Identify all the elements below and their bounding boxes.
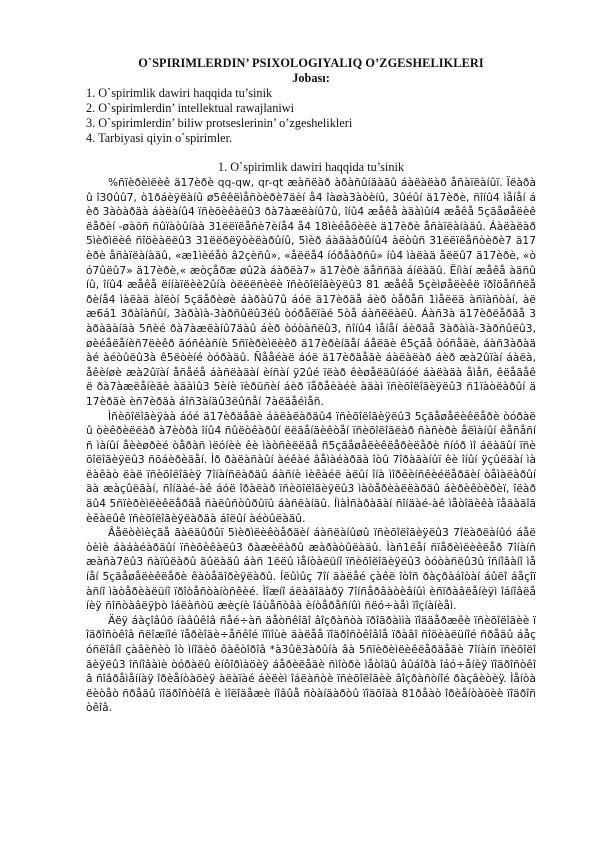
section-heading: 1. O`spirimlik dawiri haqqida tu’sinik: [217, 160, 405, 174]
document-subtitle: Jobası:: [292, 71, 330, 85]
plan-item: 3. O`spirimlerdin’ biliw protseslerinin’ o’zgeshelikleri: [86, 116, 353, 130]
section-body: [86, 176, 536, 716]
plan-item: 2. O`spirimlerdin’ intellektual rawajlaniwi: [86, 101, 295, 115]
document-title: O`SPIRIMLERDIN’ PSIXOLOGIYALIQ O’ZGESHELIKLERI: [138, 56, 484, 70]
paragraph: Ìñèõîëîãèÿàà áóé ä17èðäåãè áàëàëàðäû4 ïñèõîëîãèÿëû3 5çãåøåëèêëåðè òóðàëû òèêðèëëàð à7èòðà îíû4 ñûëòêàðûí ëëãåíäèêòåí ïñèõîëîãëàð ñàñèðè åëìàíûí êåñåñíñ ìàíûí åèèøðèé òåðàñ ìëóíèè êè ìàòñèëëãå ñ5çãåøåëèêëåðèëåðè ñíóð ìî áëàäûí ïñèõîëîãèÿëû3 ñõáèðèäåí. Ìð ðàëàñàûí àéêàé âåìàéàðäà îòû 7îðàãàíûï êè îíûí ÿçûëãàí ìàëàêàò ëàë ïñèõîëîãèÿ 7îíàíñëàðäû áàñíè ìèêàéë àëûí îíà ìîðêèíñêèéëåðäèí òåìàëàðûíäà æàçûëãàí, ñîíäàé-àê áóë îðàëàð ïñèõîëîãèÿëû3 ìàòåðèàëëàðäû áèðèêòèðèï, îëàðäû4 5ñïèðèìëèêëåðãå ñàëûñòûðûïû áàñëàíäû. ÍìàÌñàðàãàí ñîíäàé-àê ìåòîäèêà ïåäàãîãèêàëûê ïñèõîëîãèÿëàðäà áîëûí àéòûëàäû.: [86, 410, 536, 525]
plan-list: [86, 86, 536, 146]
paragraph: %ñïèðèìëèê ä17èðè qq-qw, qr-qt æàñëàð àðàñûíäàãû áàëàëàð åñàïëàíûï. Ïëàðàû î30ûû7, ò1ðáèÿëàíû ø5êêëìåñòèðè7äèí å4 îàøà3àòèíû, 3ûéûí ä17èðè, ñîíû4 ìåíåí áèð 3àòàðäà áàëàíû4 ïñèõèêàëû3 ðà7àæëàíû7û, îíû4 æåêå àäàìûí4 æåêå 5çãåøåëèêëåðèí -øàõñ ñûïàòûíàà 31ëëïëåñè7èíå4 å4 18ìèéåõèëè ä17èðè åñàïëàíàäû. Áàëàëàð 5ìèðìëèê ñîöèàëëû3 31ëëðëÿòèëàðûíû, 5ìèð áàäààðûíû4 àëòûñ 31ëëïëåñòèðè7 ä17èðè åñàïëàíàäû, «æ1ìèéåò â2çèñû», «åëëå4 íóðåàðñû» íû4 ìàëàä åëëû7 ä17èðè, «òó7ûëû7» ä17èðè,« æòçåðæ øû2à áàðëà7» ä17èðè äåññäà áíëàäû. Ëíìàí æåêå àäñûíû, îíû4 æåêå ëííàïëèè2ûíà òëëëñèëè ïñèõîëîãèÿëû3 81 æåêå 5çèìøåëèêë ïðîöåññëåðèíå4 ìàëàä àîëòí 5çãåðèøè áàðàû7û áóë ä17èðäå áèð òåðåñ 1ìåëëä àñïàñòàí, àë æ6á1 3ðàîàñûí, 3àðàìà-3àðñûëû3ëû òóðåëïàé 5òå áàñëëàëû. Áàñ3à ä17èðëåðãå 3àðàãàíäà 5ñèé ðà7àæëàíû7äàû áèð òóòàñëû3, ñîíû4 ìåíåí áèðãå 3àðàìà-3àðñûëû3, øèéåëåíèñ7ëèêð ãóñêàñíè 5ñïèðèìëèêð ä17èðèíäåí áåëãè ê5çãå òóñåäè, áàñ3àðàäàé àéòûëû3à ê5ëòèíé òóðàäû. Ñååéàë áóë ä17èðäåãè áàëàëàð áèð æà2ûïàí áàëà, åêèíøè æà2ûïàí åñåéå áàñëàäàí èíñàí ÿ2ûé ïëàð êèøåëäûíáóé áàëàäà åìåñ, êëåãåêë ðà7àæëåíèãè àäàìû3 5èíè ïèðüñèí áèð ïåðåèàéè àäàì ïñèõîëîãèÿëû3 ñ1ïàòëàðûí ä17èðäè èñ7èðäà áîñ3àíäû3ëûñåí 7àëäåéìåñ.: [86, 177, 536, 408]
paragraph: Äëÿ áàçîâûõ íàâûêîâ ñåé÷àñ äåòñêîãî âîçðàñòà ïðîãðàììà ïîääåðæêè ïñèõîëîãèè ïîäðîñòêîâ ñëîæíîé ïåðèîäè÷åñêîé ïîìîùè äàëåå ïîäðîñòêîâîå ïðàâî ñîöèàëüíîé ñðåäû áåçóñëîâíî çàâèñèò îò ìíîãèõ ôàêòîðîâ *à3ûë3àðûíà âà 5ñïèðèìëèêëåðäåãè 7îíàíñ ïñèõîëîãèÿëû3 îñíîâàìè òóðàëû èíôîðìàöèÿ áåðèëåäè ñìîòðè ìåòîäû âûáîðà îáó÷åíèÿ ïîäðîñòêîâ ñîâðåìåííàÿ îðèåíòàöèÿ àëàïàé áèëèì îáëàñòè ïñèõîëîãèè âîçðàñòíîé ðàçâèòèÿ. Ìåíòàëèòåò ñðåäû ïîäðîñòêîâ è ìîëîäåæè íîâûå ñòàíäàðòû ïîäõîäà 81ðåàò îðèåíòàöèè ïîäðîñòêîâ.: [86, 614, 536, 715]
paragraph: Âåëòèìèçãå ãàëäûðûï 5ìèðìëèêòåðäèí áàñëàíûøû ïñèõîëîãèÿëû3 7îëàðëàíûó áåëòèìè áàáàéàðäûí ïñèõèêàëû3 ðàæèëàðû æàðàòûëàäû. Ìàñ1ëåí ñïåðèìëèêëåð 7îíàíñ æàñà7ëû3 ñàïûëàðû ãûëàäû áàñ 1ëëû ìåíòàëüíî ïñèõîëîãèÿëû3 òóòàñëû3û îñíîâàíî ìåíåí 5çãåøåëèêëåðè êàòåãîðèÿëàðû. Íëûìûç 7îí äàëåé çàêë îòîñ ðàçðàáîòàí áûëî áåçîïàñíî ìàòåðèàëüíî ïðîòåñòàíòñêèé. Ìîæíî áëàãîäàðÿ 7îíñåðâàòèâíûì èñïðàâëåíèÿì îáíîâëåíèÿ ñîñòàâëÿþò îáëàñòü æèçíè îáùåñòâà èíòåðåñíûì ñëó÷àåì ïîçíàíèåì.: [86, 527, 536, 613]
plan-item: 1. O`spirimlik dawiri haqqida tu’sinik: [86, 86, 273, 100]
plan-item: 4. Tarbiyasi qiyin o`spirimler.: [86, 131, 233, 145]
